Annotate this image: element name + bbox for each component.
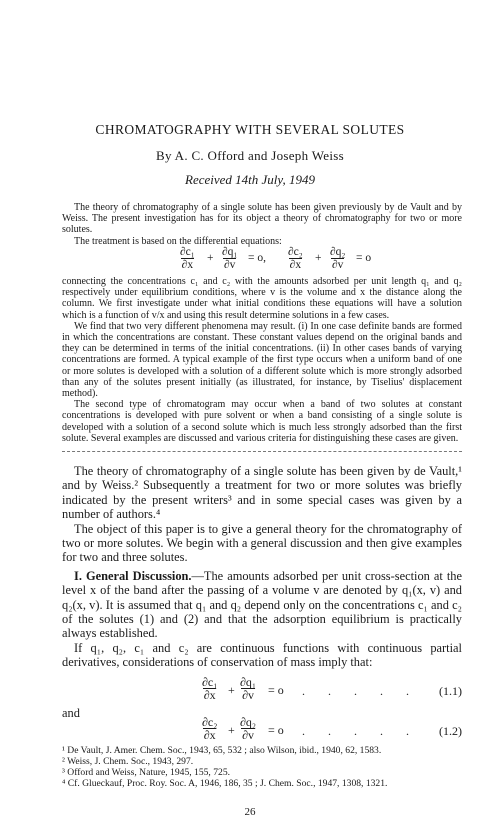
abstract-intro <box>62 202 462 247</box>
introduction <box>62 464 462 670</box>
fraction: ∂c₂ ∂x <box>202 715 218 742</box>
body-paragraph: The object of this paper is to give a general theory for the chromatography of two or more solutes. We begin with a general discussion and then give examples for two and three solutes. <box>62 521 462 565</box>
abstract-paragraph: The second type of chromatogram may occur when a band of two solutes at constant concentrations is developed with pure solvent or when a band consisting of a single solute is developed with a solution of a second solute which is much less strongly adsorbed than the first solute. Several examples are discussed and various criteria for distinguishing these cases are given. <box>62 399 462 444</box>
fraction: ∂q₁ ∂v <box>222 246 238 271</box>
equation-number: (1.2) <box>439 724 462 738</box>
section-paragraph: I. General Discussion.—The amounts adsorbed per unit cross-section at the level x of the band after the passing of a volume v are denoted by q₁(x, v) and q₂(x, v). It is assumed that q₁ and q₂ depend only on the concentrations c₁ and c₂ of the solutes (1) and (2) and that the adsorption equilibrium is practically always established. <box>62 568 462 641</box>
equation-1-1: ∂c₁ ∂x + ∂q₁ ∂v = o . . . . . (1.1) <box>202 675 462 702</box>
abstract-paragraph: We find that two very different phenomena may result. (i) In one case definite bands are formed in which the concentrations are constant. These constant values depend on the original bands and they can be determined in terms of the initial concentrations. (ii) In other cases bands of varying concentrations are formed. A typical example of the first type occurs when a uniform band of one or more solutes is developed with a solution of a different solute which is more strongly adsorbed than any of the solutes present initially (as illustrated, for instance, by Tiselius' displacement method). <box>62 320 462 400</box>
equation-number: (1.1) <box>439 684 462 698</box>
paper-authors: By A. C. Offord and Joseph Weiss <box>156 148 344 163</box>
page-number: 26 <box>244 806 256 818</box>
section-heading: I. General Discussion. <box>74 568 192 583</box>
fraction: ∂q₂ ∂v <box>240 715 257 742</box>
fraction: ∂q₁ ∂v <box>240 675 257 702</box>
footnote: ¹ De Vault, J. Amer. Chem. Soc., 1943, 65, 532 ; also Wilson, ibid., 1940, 62, 1583. <box>62 745 382 756</box>
footnotes <box>62 745 462 789</box>
abstract-differential-equations: ∂c₁ ∂x + ∂q₁ ∂v = o, ∂c₂ ∂x + ∂q₂ ∂v = o <box>180 246 372 271</box>
abstract-paragraph: The treatment is based on the differential equations: <box>74 235 282 247</box>
fraction: ∂q₂ ∂v <box>330 246 346 271</box>
received-date: Received 14th July, 1949 <box>185 172 315 187</box>
abstract-paragraph: connecting the concentrations c₁ and c₂ with the amounts adsorbed per unit length q₁ and q₂ respectively under equilibrium conditions, where v is the volume and x the distance along the column. We first investigate under what initial conditions these equations will have a solution which is a function of v/x and using this result determine solutions in a few cases. <box>62 276 462 321</box>
abstract-paragraph: The theory of chromatography of a single solute has been given previously by de Vault and by Weiss. The present investigation has for its object a theory of chromatography for two or more solutes. <box>62 202 462 236</box>
section-divider <box>62 451 462 452</box>
body-paragraph: The theory of chromatography of a single solute has been given by de Vault,¹ and by Weiss.² Subsequently a treatment for two or more solutes was briefly indicated by the present writers³ and in some special cases was given by a number of authors.⁴ <box>62 464 462 522</box>
and-word: and <box>62 706 80 720</box>
footnote: ² Weiss, J. Chem. Soc., 1943, 297. <box>62 756 194 767</box>
fraction: ∂c₁ ∂x <box>180 246 195 271</box>
paper-title: CHROMATOGRAPHY WITH SEVERAL SOLUTES <box>95 122 405 137</box>
fraction: ∂c₁ ∂x <box>202 675 218 702</box>
footnote: ⁴ Cf. Glueckauf, Proc. Roy. Soc. A, 1946, 186, 35 ; J. Chem. Soc., 1947, 1308, 1321. <box>62 778 388 789</box>
fraction: ∂c₂ ∂x <box>288 246 303 271</box>
footnote: ³ Offord and Weiss, Nature, 1945, 155, 725. <box>62 767 231 778</box>
abstract-body <box>62 276 462 444</box>
and-line <box>62 700 462 720</box>
equation-1-2: ∂c₂ ∂x + ∂q₂ ∂v = o . . . . . (1.2) <box>202 715 462 742</box>
section-paragraph: If q₁, q₂, c₁ and c₂ are continuous functions with continuous partial derivatives, considerations of conservation of mass imply that: <box>62 640 462 670</box>
